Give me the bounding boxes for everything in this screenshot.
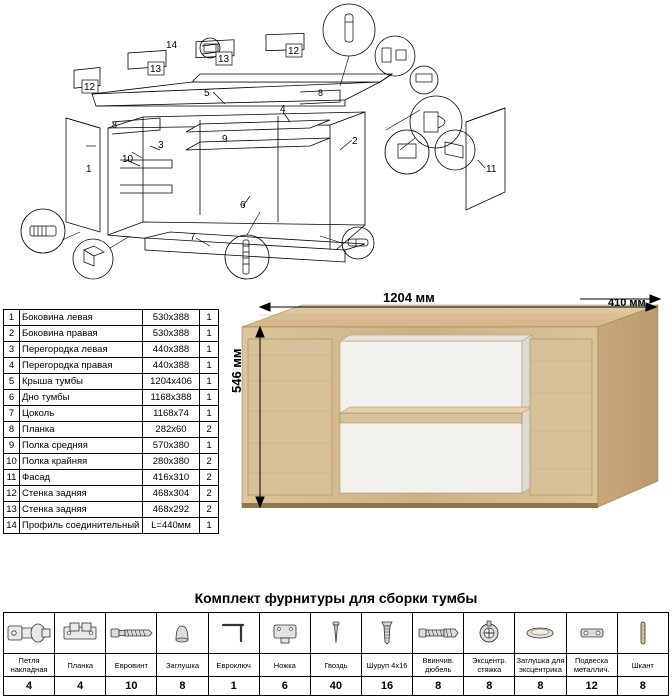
part-size: 440х388 — [143, 342, 200, 358]
kit-item-count: 10 — [106, 677, 157, 696]
svg-text:11: 11 — [486, 164, 497, 175]
hinge-icon — [4, 613, 55, 654]
part-size: 530х388 — [143, 326, 200, 342]
kit-item-name: Планка — [55, 654, 106, 677]
part-size: 468х304 — [143, 486, 200, 502]
svg-text:7: 7 — [190, 232, 196, 243]
table-row — [4, 310, 219, 326]
part-name: Профиль соединительный — [20, 518, 143, 534]
parts-table — [3, 309, 219, 534]
kit-item-count: 12 — [566, 677, 617, 696]
svg-text:13: 13 — [150, 64, 162, 75]
part-number: 11 — [4, 470, 20, 486]
plate-icon — [55, 613, 106, 654]
kit-item-name: Петля накладная — [4, 654, 55, 677]
part-size: 1168х388 — [143, 390, 200, 406]
kit-item-name: Заглушка для эксцентрика — [515, 654, 566, 677]
part-size: 570х380 — [143, 438, 200, 454]
svg-text:2: 2 — [352, 136, 358, 147]
kit-item-count: 6 — [259, 677, 310, 696]
table-row — [4, 374, 219, 390]
part-name: Перегородка левая — [20, 342, 143, 358]
table-row — [4, 438, 219, 454]
exploded-assembly-diagram — [0, 0, 672, 285]
dimension-width: 1204 мм — [383, 290, 435, 305]
part-name: Боковина левая — [20, 310, 143, 326]
part-size: 282х60 — [143, 422, 200, 438]
kit-title: Комплект фурнитуры для сборки тумбы — [194, 590, 478, 606]
cam-cap-icon — [515, 613, 566, 654]
table-row — [4, 406, 219, 422]
kit-item-name: Эксцентр. стяжка — [464, 654, 515, 677]
part-number: 5 — [4, 374, 20, 390]
svg-text:8: 8 — [112, 120, 118, 130]
part-number: 3 — [4, 342, 20, 358]
part-qty: 2 — [200, 486, 219, 502]
part-number: 10 — [4, 454, 20, 470]
kit-item-count: 8 — [617, 677, 668, 696]
kit-item-name: Ввинчив. дюбель — [413, 654, 464, 677]
svg-text:6: 6 — [240, 200, 246, 211]
svg-text:3: 3 — [158, 140, 164, 151]
part-number: 12 — [4, 486, 20, 502]
svg-text:5: 5 — [204, 88, 210, 99]
part-name: Боковина правая — [20, 326, 143, 342]
table-row — [4, 486, 219, 502]
part-qty: 1 — [200, 518, 219, 534]
kit-icons-row — [4, 613, 669, 654]
table-row — [4, 502, 219, 518]
part-number: 4 — [4, 358, 20, 374]
kit-item-count: 16 — [361, 677, 412, 696]
kit-item-count: 8 — [464, 677, 515, 696]
svg-text:13: 13 — [218, 54, 230, 65]
part-qty: 1 — [200, 342, 219, 358]
part-number: 7 — [4, 406, 20, 422]
kit-item-count: 8 — [157, 677, 208, 696]
svg-text:4: 4 — [280, 104, 286, 115]
kit-item-count: 8 — [413, 677, 464, 696]
part-qty: 1 — [200, 406, 219, 422]
part-qty: 1 — [200, 374, 219, 390]
leg-icon — [259, 613, 310, 654]
table-row — [4, 390, 219, 406]
part-name: Дно тумбы — [20, 390, 143, 406]
part-number: 2 — [4, 326, 20, 342]
kit-names-row — [4, 654, 669, 677]
kit-item-name: Евровинт — [106, 654, 157, 677]
part-number: 6 — [4, 390, 20, 406]
part-size: 416х310 — [143, 470, 200, 486]
part-size: 440х388 — [143, 358, 200, 374]
part-qty: 2 — [200, 454, 219, 470]
part-size: 1204х406 — [143, 374, 200, 390]
kit-item-name: Ножка — [259, 654, 310, 677]
part-qty: 1 — [200, 310, 219, 326]
table-row — [4, 326, 219, 342]
kit-item-name: Заглушка — [157, 654, 208, 677]
cap-icon — [157, 613, 208, 654]
part-qty: 1 — [200, 358, 219, 374]
svg-text:9: 9 — [222, 134, 228, 145]
euro-key-icon — [208, 613, 259, 654]
part-size: L=440мм — [143, 518, 200, 534]
part-size: 468х292 — [143, 502, 200, 518]
dimension-depth: 410 мм — [608, 297, 646, 309]
svg-text:1: 1 — [86, 164, 92, 175]
nail-icon — [310, 613, 361, 654]
part-name: Полка крайняя — [20, 454, 143, 470]
part-number: 8 — [4, 422, 20, 438]
part-name: Перегородка правая — [20, 358, 143, 374]
euro-screw-icon — [106, 613, 157, 654]
table-row — [4, 358, 219, 374]
kit-item-name: Гвоздь — [310, 654, 361, 677]
part-name: Полка средняя — [20, 438, 143, 454]
part-name: Фасад — [20, 470, 143, 486]
kit-item-name: Подвеска металлич. — [566, 654, 617, 677]
kit-item-name: Шкант — [617, 654, 668, 677]
svg-text:8: 8 — [318, 88, 324, 98]
kit-item-name: Евроключ — [208, 654, 259, 677]
part-name: Крыша тумбы — [20, 374, 143, 390]
table-row — [4, 518, 219, 534]
dowel-pin-icon — [617, 613, 668, 654]
part-name: Цоколь — [20, 406, 143, 422]
part-qty: 1 — [200, 326, 219, 342]
part-qty: 2 — [200, 470, 219, 486]
cam-lock-icon — [464, 613, 515, 654]
kit-item-count: 8 — [515, 677, 566, 696]
part-size: 1168х74 — [143, 406, 200, 422]
part-name: Стенка задняя — [20, 502, 143, 518]
tv-stand-render — [228, 285, 672, 555]
svg-text:12: 12 — [288, 46, 300, 57]
part-number: 14 — [4, 518, 20, 534]
kit-item-count: 40 — [310, 677, 361, 696]
table-row — [4, 470, 219, 486]
svg-text:10: 10 — [122, 154, 134, 165]
part-size: 280х380 — [143, 454, 200, 470]
table-row — [4, 342, 219, 358]
screw-icon — [361, 613, 412, 654]
svg-text:14: 14 — [166, 40, 178, 51]
part-name: Планка — [20, 422, 143, 438]
table-row — [4, 422, 219, 438]
hardware-kit-table — [3, 612, 669, 696]
kit-item-name: Шуруп 4х16 — [361, 654, 412, 677]
table-row — [4, 454, 219, 470]
part-qty: 1 — [200, 390, 219, 406]
svg-text:12: 12 — [84, 82, 96, 93]
part-number: 9 — [4, 438, 20, 454]
part-number: 1 — [4, 310, 20, 326]
part-size: 530х388 — [143, 310, 200, 326]
bracket-icon — [566, 613, 617, 654]
dowel-icon — [413, 613, 464, 654]
part-qty: 1 — [200, 438, 219, 454]
part-number: 13 — [4, 502, 20, 518]
part-qty: 2 — [200, 502, 219, 518]
kit-counts-row — [4, 677, 669, 696]
kit-item-count: 1 — [208, 677, 259, 696]
kit-item-count: 4 — [55, 677, 106, 696]
part-name: Стенка задняя — [20, 486, 143, 502]
dimension-height: 546 мм — [229, 348, 244, 393]
part-qty: 2 — [200, 422, 219, 438]
kit-item-count: 4 — [4, 677, 55, 696]
